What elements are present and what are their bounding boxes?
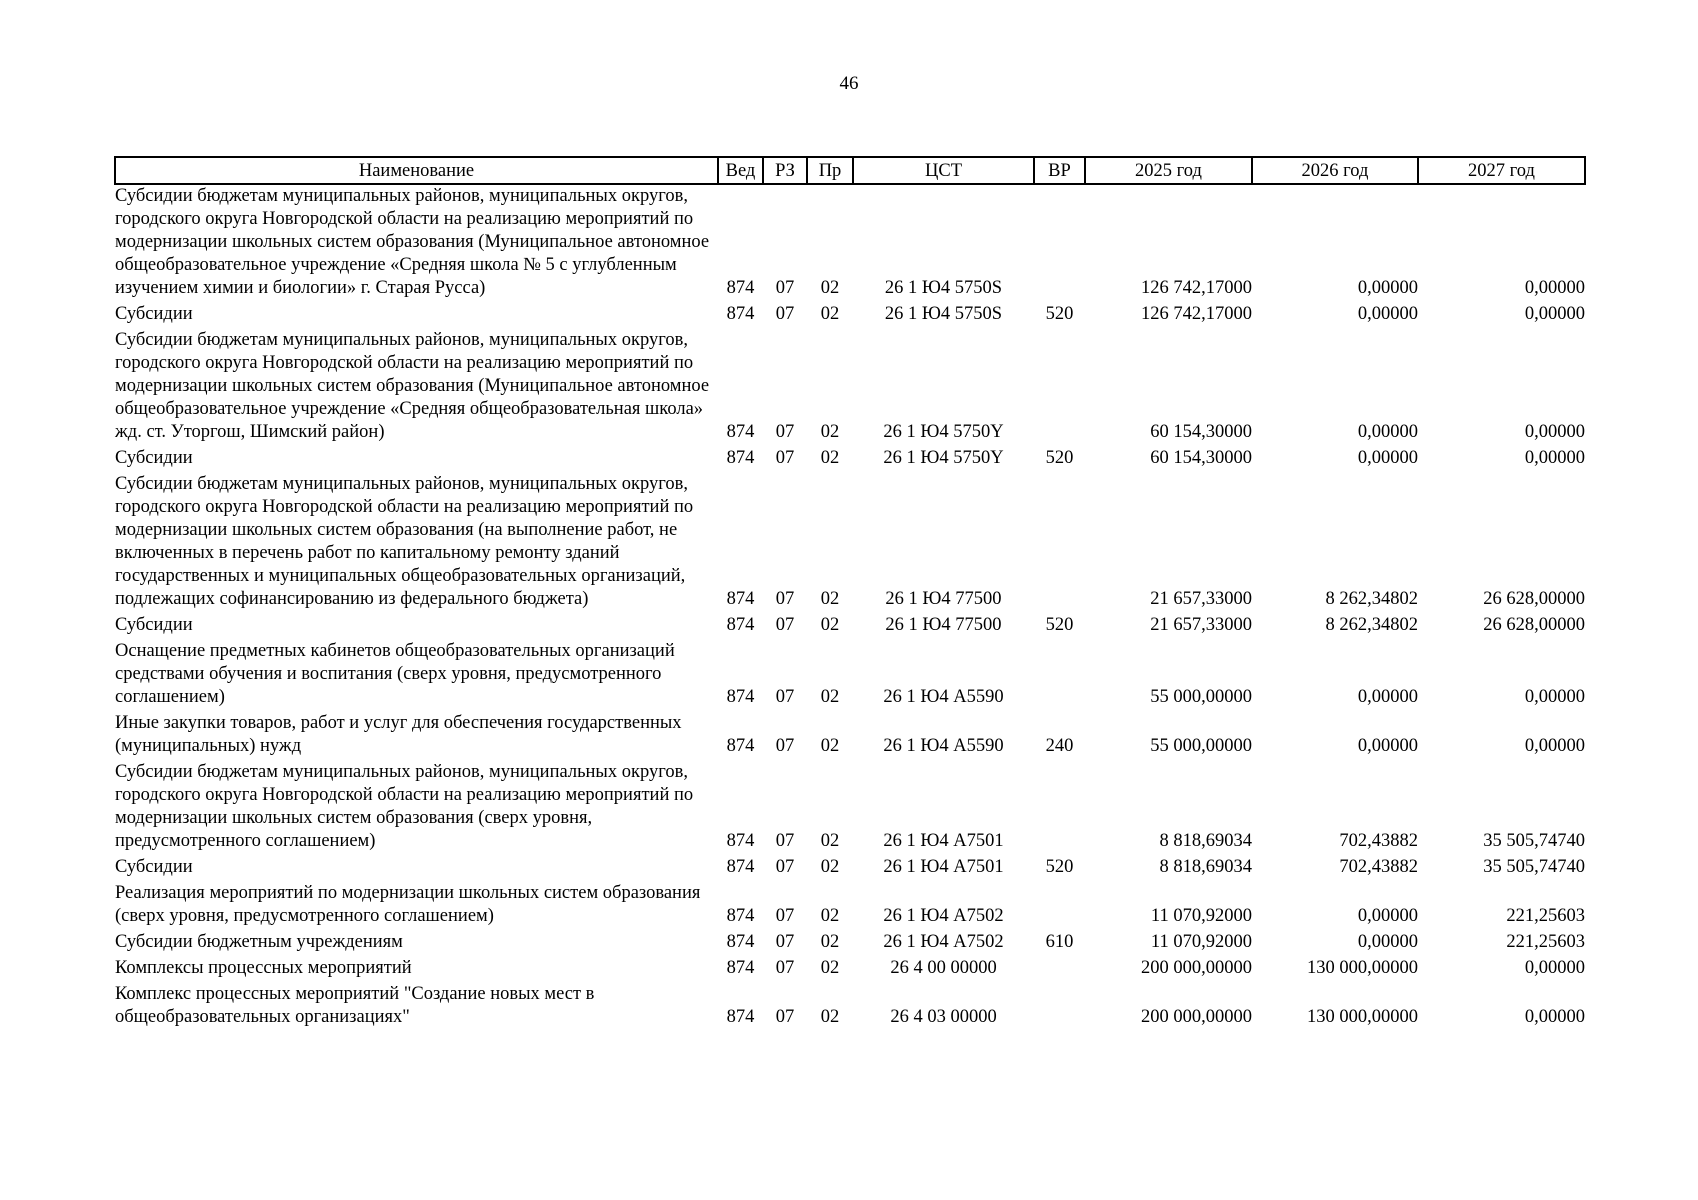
row-2026: 0,00000: [1357, 906, 1418, 926]
row-2025: 11 070,92000: [1150, 906, 1252, 926]
row-cst: 26 1 Ю4 А7501: [883, 857, 1004, 877]
row-2026: 0,00000: [1357, 736, 1418, 756]
row-cst: 26 4 00 00000: [890, 958, 997, 978]
header-cst: ЦСТ: [853, 157, 1034, 184]
row-rz: 07: [775, 278, 795, 298]
row-name: Субсидии: [115, 615, 193, 635]
row-2027: 26 628,00000: [1483, 615, 1585, 635]
row-pr: 02: [820, 831, 840, 851]
row-2027: 0,00000: [1524, 304, 1585, 324]
row-vr: [1034, 761, 1085, 856]
row-2027: 35 505,74740: [1483, 831, 1585, 851]
row-2027: 35 505,74740: [1483, 857, 1585, 877]
row-2025: 8 818,69034: [1159, 857, 1252, 877]
row-ved: 874: [726, 1007, 755, 1027]
table-row: [115, 640, 1585, 712]
row-pr: 02: [820, 906, 840, 926]
table-row: [115, 184, 1585, 303]
row-cst: 26 1 Ю4 5750S: [884, 278, 1003, 298]
row-cst: 26 1 Ю4 А7501: [883, 831, 1004, 851]
row-pr: 02: [820, 589, 840, 609]
row-2027: 0,00000: [1524, 422, 1585, 442]
row-pr: 02: [820, 736, 840, 756]
header-vr: ВР: [1034, 157, 1085, 184]
row-2026: 0,00000: [1357, 932, 1418, 952]
row-name: Субсидии бюджетным учреждениям: [115, 932, 403, 952]
row-rz: 07: [775, 687, 795, 707]
row-2026: 0,00000: [1357, 687, 1418, 707]
row-cst: 26 1 Ю4 А7502: [883, 932, 1004, 952]
row-cst: 26 1 Ю4 77500: [885, 589, 1002, 609]
row-2026: 8 262,34802: [1325, 615, 1418, 635]
row-2027: 26 628,00000: [1483, 589, 1585, 609]
row-2026: 8 262,34802: [1325, 589, 1418, 609]
row-ved: 874: [726, 304, 755, 324]
row-rz: 07: [775, 906, 795, 926]
row-2025: 60 154,30000: [1150, 448, 1252, 468]
row-2025: 60 154,30000: [1150, 422, 1252, 442]
header-2026: 2026 год: [1252, 157, 1418, 184]
table-row: [115, 882, 1585, 931]
row-ved: 874: [726, 589, 755, 609]
row-vr: [1034, 473, 1085, 614]
row-ved: 874: [726, 448, 755, 468]
header-pr: Пр: [807, 157, 853, 184]
row-name: Оснащение предметных кабинетов общеобразовательных организаций средствами обучения и воспитания (сверх уровня, предусмотренного соглашением): [115, 641, 675, 707]
row-2025: 8 818,69034: [1159, 831, 1252, 851]
row-2026: 130 000,00000: [1307, 958, 1418, 978]
table-row: [115, 931, 1585, 957]
row-rz: 07: [775, 448, 795, 468]
row-pr: 02: [820, 448, 840, 468]
row-2025: 21 657,33000: [1150, 615, 1252, 635]
page-number: 46: [839, 73, 859, 94]
row-2027: 221,25603: [1506, 906, 1585, 926]
row-pr: 02: [820, 958, 840, 978]
table-row: [115, 957, 1585, 983]
row-vr: 520: [1045, 857, 1074, 877]
header-ved: Вед: [718, 157, 763, 184]
row-ved: 874: [726, 831, 755, 851]
row-rz: 07: [775, 736, 795, 756]
row-vr: 520: [1045, 615, 1074, 635]
table-row: [115, 447, 1585, 473]
row-cst: 26 1 Ю4 А5590: [883, 687, 1004, 707]
table-row: [115, 856, 1585, 882]
row-cst: 26 1 Ю4 5750S: [884, 304, 1003, 324]
row-2026: 0,00000: [1357, 448, 1418, 468]
row-2027: 0,00000: [1524, 958, 1585, 978]
row-name: Субсидии бюджетам муниципальных районов, муниципальных округов, городского округа Новгородской области на реализацию мероприятий по модернизации школьных систем образования (сверх уровня, предусмотренного соглашением): [115, 762, 694, 851]
row-ved: 874: [726, 857, 755, 877]
row-pr: 02: [820, 857, 840, 877]
table-row: [115, 712, 1585, 761]
row-vr: [1034, 957, 1085, 983]
row-vr: [1034, 640, 1085, 712]
row-2027: 0,00000: [1524, 448, 1585, 468]
row-2025: 55 000,00000: [1150, 736, 1252, 756]
row-2026: 702,43882: [1339, 857, 1418, 877]
row-pr: 02: [820, 1007, 840, 1027]
row-ved: 874: [726, 615, 755, 635]
row-vr: [1034, 882, 1085, 931]
row-rz: 07: [775, 1007, 795, 1027]
row-2026: 702,43882: [1339, 831, 1418, 851]
row-pr: 02: [820, 278, 840, 298]
table-header: [115, 157, 1585, 184]
row-name: Субсидии: [115, 448, 193, 468]
row-2025: 11 070,92000: [1150, 932, 1252, 952]
row-name: Субсидии: [115, 857, 193, 877]
header-2025: 2025 год: [1085, 157, 1252, 184]
table-body: [115, 184, 1585, 1032]
row-2025: 126 742,17000: [1141, 304, 1252, 324]
row-pr: 02: [820, 615, 840, 635]
row-name: Субсидии: [115, 304, 193, 324]
row-name: Субсидии бюджетам муниципальных районов, муниципальных округов, городского округа Новгородской области на реализацию мероприятий по модернизации школьных систем образования (Муниципальное автономное общеобразовательное учреждение «Средняя школа № 5 с углубленным изучением химии и биологии» г. Старая Русса): [115, 186, 710, 298]
row-vr: 240: [1045, 736, 1074, 756]
table-row: [115, 614, 1585, 640]
table-row: [115, 983, 1585, 1032]
row-ved: 874: [726, 736, 755, 756]
row-name: Субсидии бюджетам муниципальных районов, муниципальных округов, городского округа Новгородской области на реализацию мероприятий по модернизации школьных систем образования (Муниципальное автономное общеобразовательное учреждение «Средняя общеобразовательная школа» жд. ст. Уторгош, Шимский район): [115, 330, 710, 442]
row-2026: 0,00000: [1357, 304, 1418, 324]
row-vr: [1034, 983, 1085, 1032]
header-2027: 2027 год: [1418, 157, 1585, 184]
table-row: [115, 761, 1585, 856]
row-2025: 200 000,00000: [1141, 958, 1252, 978]
row-2025: 55 000,00000: [1150, 687, 1252, 707]
table-row: [115, 329, 1585, 447]
row-pr: 02: [820, 422, 840, 442]
row-name: Комплексы процессных мероприятий: [115, 958, 412, 978]
row-cst: 26 1 Ю4 5750Y: [883, 422, 1004, 442]
table-row: [115, 473, 1585, 614]
row-name: Комплекс процессных мероприятий "Создание новых мест в общеобразовательных организациях": [115, 984, 595, 1027]
row-name: Иные закупки товаров, работ и услуг для обеспечения государственных (муниципальных) нужд: [115, 713, 682, 756]
row-rz: 07: [775, 857, 795, 877]
row-2026: 130 000,00000: [1307, 1007, 1418, 1027]
row-vr: [1034, 329, 1085, 447]
row-ved: 874: [726, 958, 755, 978]
row-rz: 07: [775, 589, 795, 609]
header-row: [115, 157, 1585, 184]
row-2027: 0,00000: [1524, 736, 1585, 756]
row-2025: 126 742,17000: [1141, 278, 1252, 298]
row-ved: 874: [726, 422, 755, 442]
row-name: Субсидии бюджетам муниципальных районов, муниципальных округов, городского округа Новгородской области на реализацию мероприятий по модернизации школьных систем образования (на выполнение работ, не включенных в перечень работ по капитальному ремонту зданий государственных и муниципальных общеобразовательных организаций, подлежащих софинансированию из федерального бюджета): [115, 474, 694, 609]
row-cst: 26 1 Ю4 77500: [885, 615, 1002, 635]
row-2025: 21 657,33000: [1150, 589, 1252, 609]
row-2027: 221,25603: [1506, 932, 1585, 952]
row-2027: 0,00000: [1524, 687, 1585, 707]
row-name: Реализация мероприятий по модернизации школьных систем образования (сверх уровня, предусмотренного соглашением): [115, 883, 701, 926]
row-ved: 874: [726, 687, 755, 707]
header-rz: РЗ: [763, 157, 807, 184]
row-rz: 07: [775, 615, 795, 635]
row-cst: 26 4 03 00000: [890, 1007, 997, 1027]
row-vr: 610: [1045, 932, 1074, 952]
row-2026: 0,00000: [1357, 278, 1418, 298]
row-2026: 0,00000: [1357, 422, 1418, 442]
row-rz: 07: [775, 422, 795, 442]
row-vr: 520: [1045, 304, 1074, 324]
row-ved: 874: [726, 906, 755, 926]
row-ved: 874: [726, 932, 755, 952]
row-2025: 200 000,00000: [1141, 1007, 1252, 1027]
row-2027: 0,00000: [1524, 1007, 1585, 1027]
table-row: [115, 303, 1585, 329]
budget-table: [114, 156, 1586, 1032]
row-rz: 07: [775, 304, 795, 324]
row-vr: 520: [1045, 448, 1074, 468]
row-2027: 0,00000: [1524, 278, 1585, 298]
row-pr: 02: [820, 687, 840, 707]
row-cst: 26 1 Ю4 А7502: [883, 906, 1004, 926]
row-ved: 874: [726, 278, 755, 298]
row-rz: 07: [775, 958, 795, 978]
row-pr: 02: [820, 932, 840, 952]
row-cst: 26 1 Ю4 А5590: [883, 736, 1004, 756]
row-pr: 02: [820, 304, 840, 324]
header-name: Наименование: [115, 157, 718, 184]
row-vr: [1034, 184, 1085, 303]
row-rz: 07: [775, 831, 795, 851]
row-cst: 26 1 Ю4 5750Y: [883, 448, 1004, 468]
row-rz: 07: [775, 932, 795, 952]
